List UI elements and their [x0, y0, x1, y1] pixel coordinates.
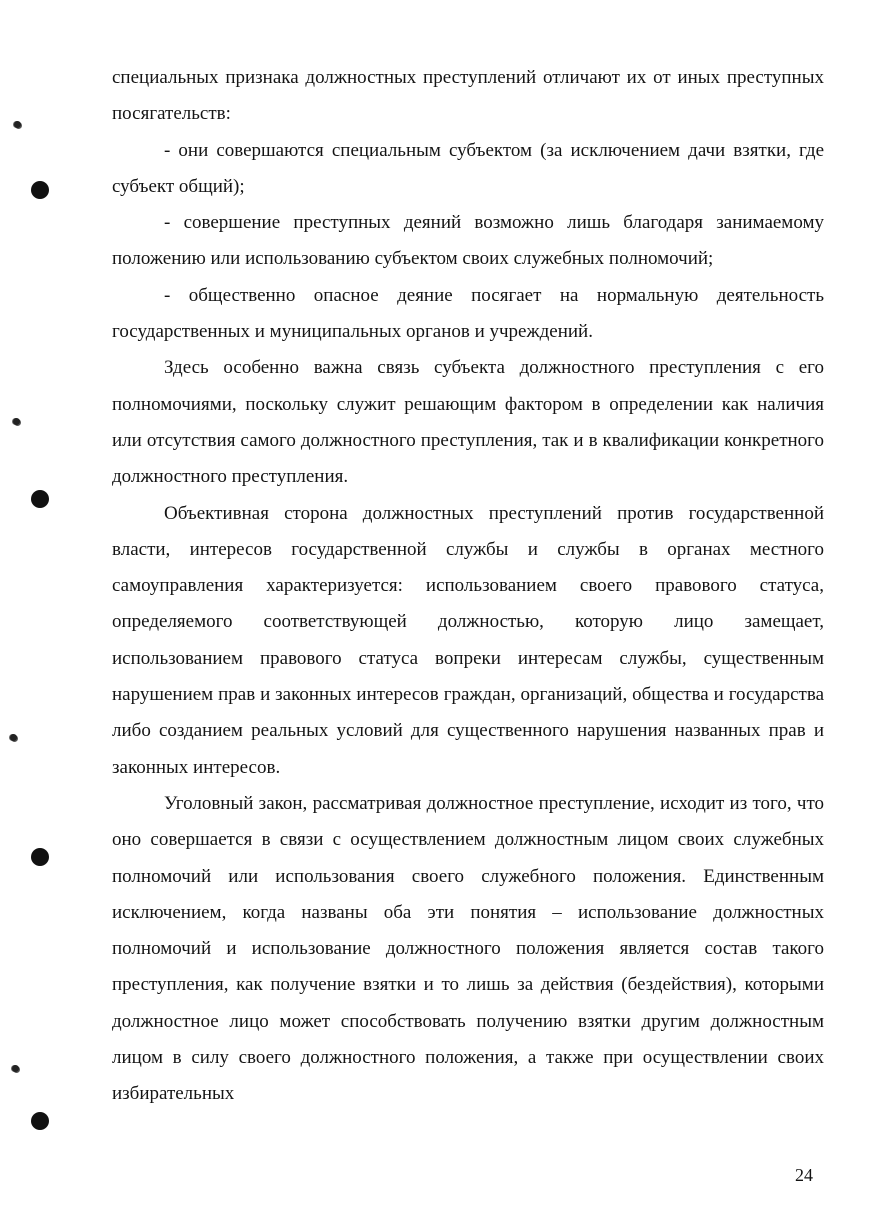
paragraph-criminal-law: Уголовный закон, рассматривая должностное преступление, исходит из того, что оно совершается в связи с осуществлением должностным лицом своих служебных полномочий или использования своего служебного положения. Единственным исключением, когда названы оба эти понятия – использование должностных полномочий и использование должностного положения является состав такого преступления, как получение взятки и то лишь за действия (бездействия), которыми должностное лицо может способствовать получению взятки другим должностным лицом в силу своего должностного положения, а также при осуществлении своих избирательных: [112, 792, 824, 1105]
list-item-public-danger: - общественно опасное деяние посягает на нормальную деятельность государственных и муниципальных органов и учреждений.: [112, 284, 824, 343]
paragraph-continuation: специальных признака должностных преступлений отличают их от иных преступных посягательств:: [112, 67, 824, 125]
binder-hole-3: [31, 848, 49, 866]
scan-speck-4: [12, 1065, 19, 1072]
body-text: [112, 60, 824, 1113]
list-item-position-use: - совершение преступных деяний возможно лишь благодаря занимаемому положению или использованию субъектом своих служебных полномочий;: [112, 212, 824, 270]
scan-speck-1: [14, 121, 21, 128]
binder-hole-1: [31, 181, 49, 199]
list-item-special-subject: - они совершаются специальным субъектом (за исключением дачи взятки, где субъект общий);: [112, 139, 824, 197]
page-number: 24: [795, 1165, 813, 1185]
scan-speck-2: [13, 418, 20, 425]
paragraph-objective-side: Объективная сторона должностных преступлений против государственной власти, интересов государственной службы и службы в органах местного самоуправления характеризуется: использованием своего правового статуса, определяемого соответствующей должностью, которую лицо замещает, использованием правового статуса вопреки интересам службы, существенным нарушением прав и законных интересов граждан, организаций, общества и государства либо созданием реальных условий для существенного нарушения названных прав и законных интересов.: [112, 502, 824, 778]
paragraph-subject-powers: Здесь особенно важна связь субъекта должностного преступления с его полномочиями, поскольку служит решающим фактором в определении как наличия или отсутствия самого должностного преступления, так и в квалификации конкретного должностного преступления.: [112, 357, 824, 488]
binder-hole-4: [31, 1112, 49, 1130]
scan-speck-3: [10, 734, 17, 741]
binder-hole-2: [31, 490, 49, 508]
